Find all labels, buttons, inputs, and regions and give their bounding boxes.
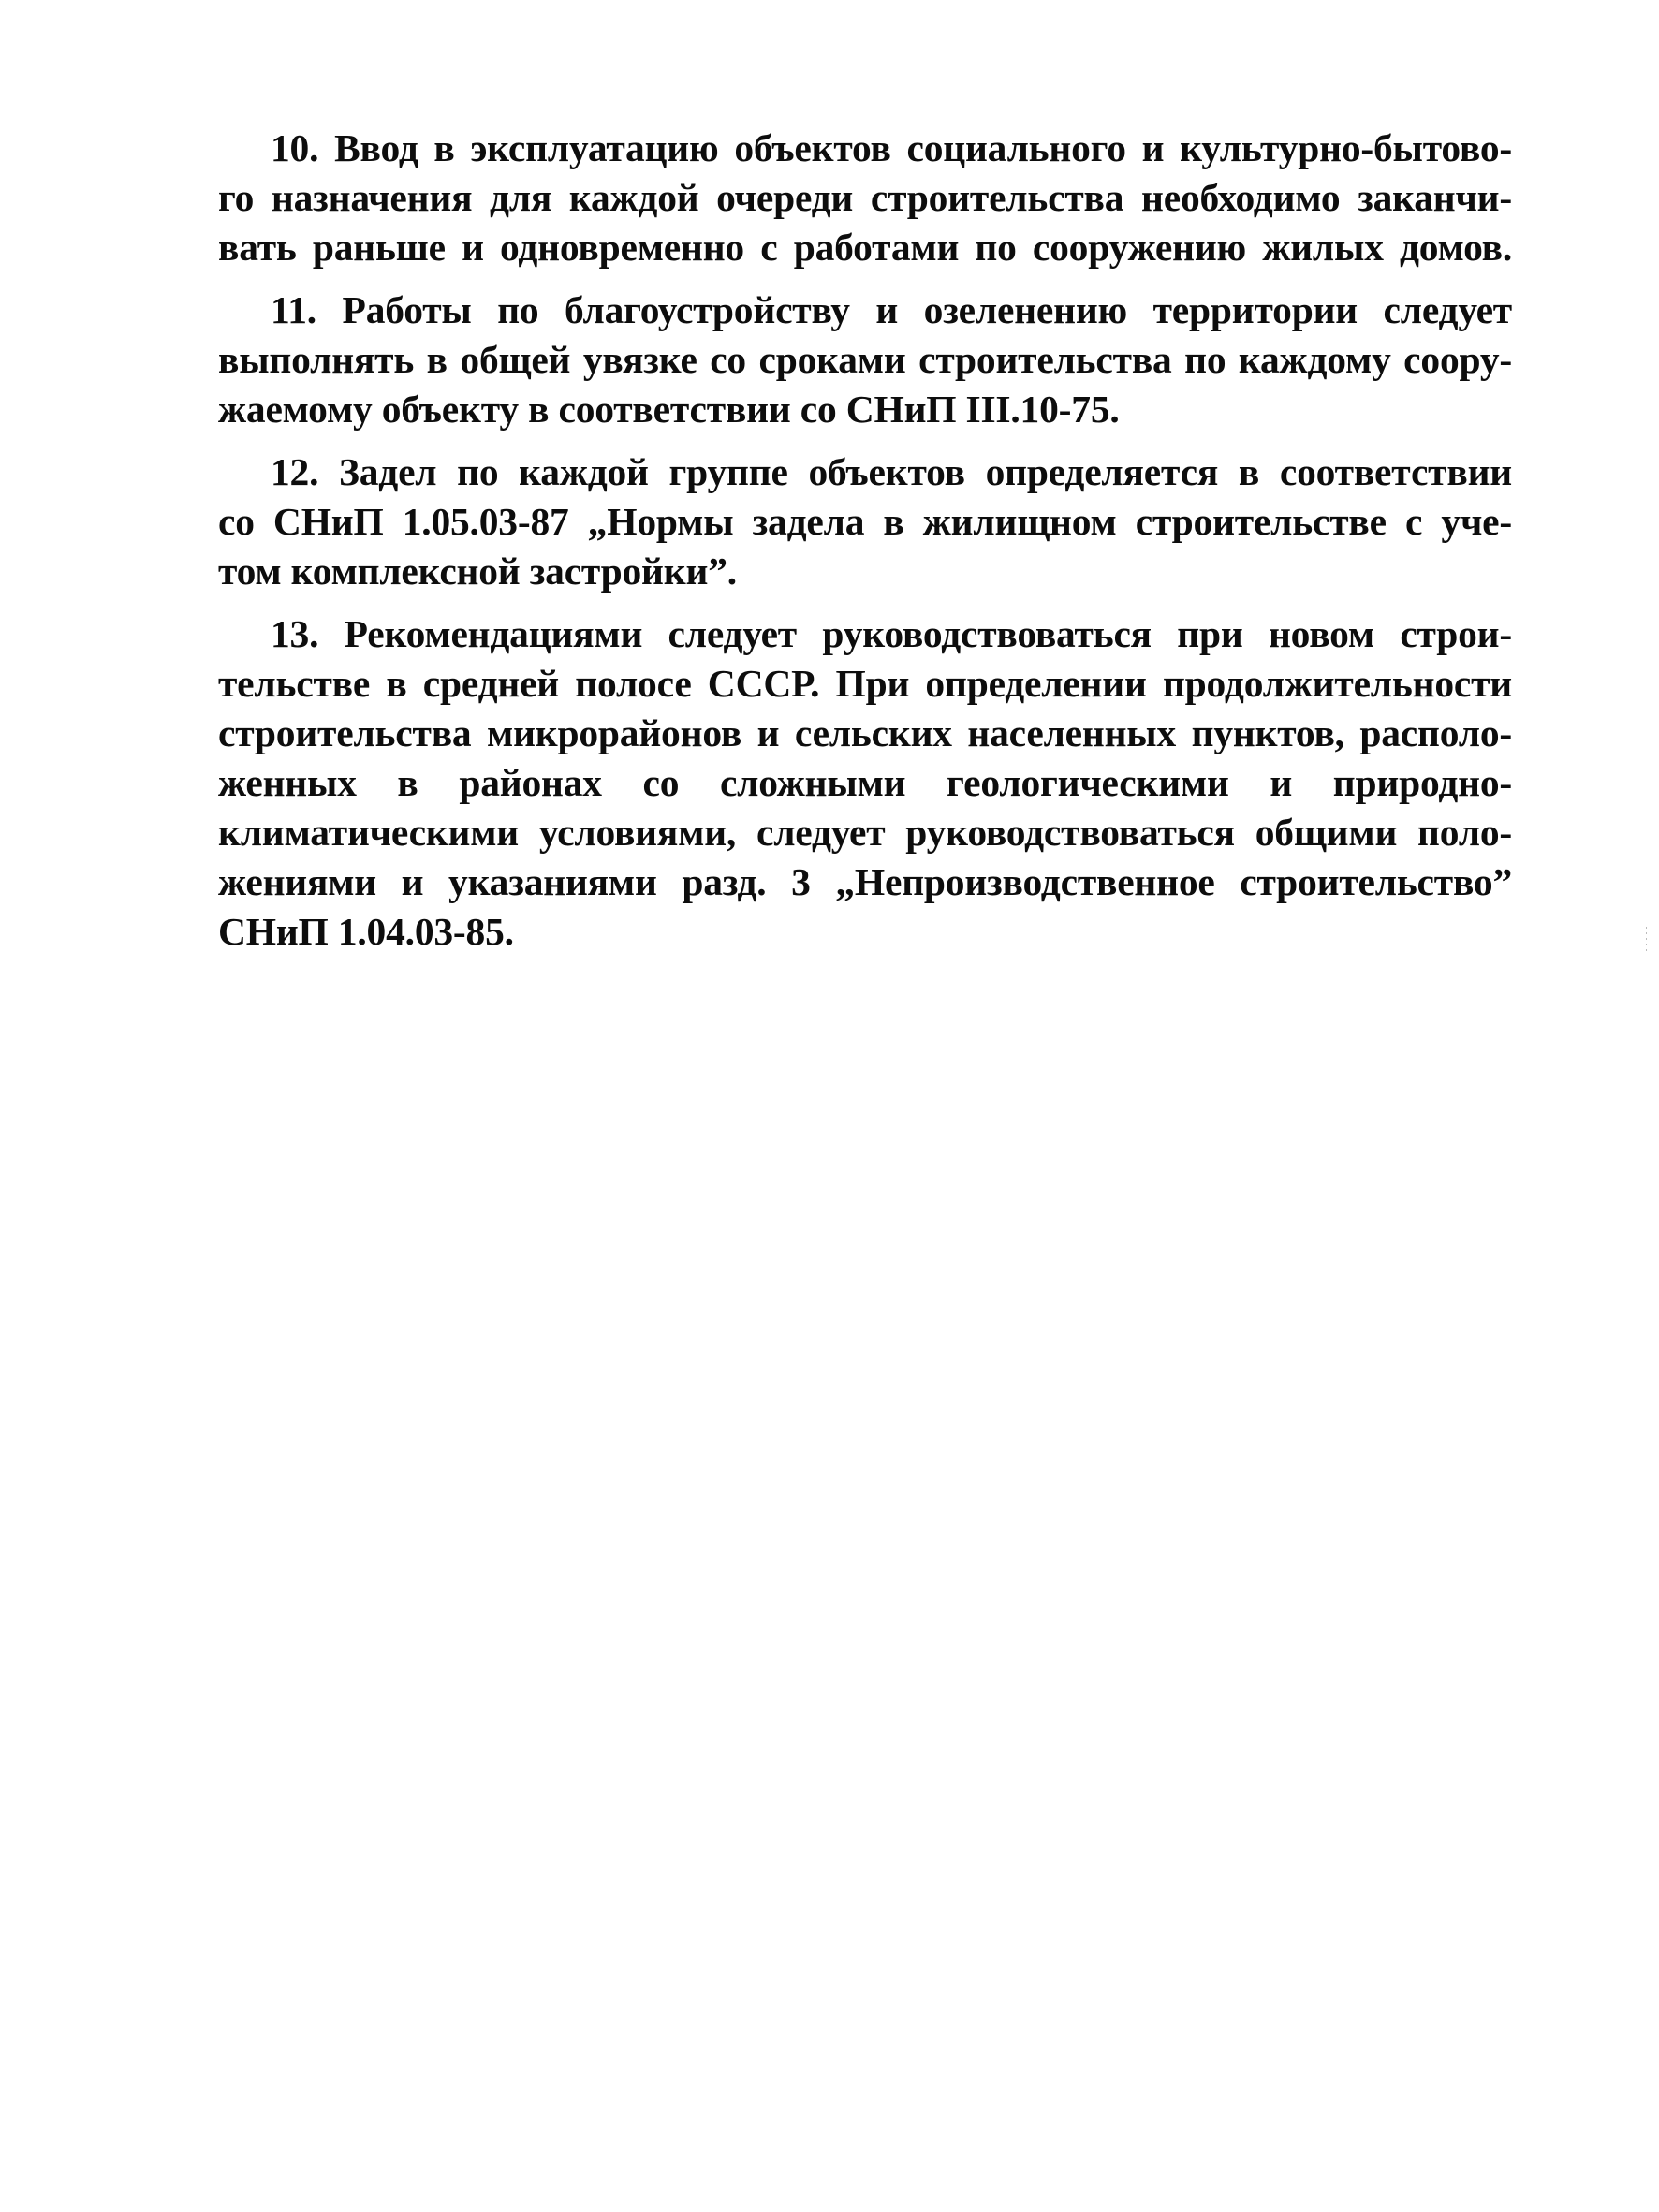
paragraph-line: 12. Задел по каждой группе объектов определяется в соответствии <box>271 450 1512 493</box>
paragraph-line: женных в районах со сложными геологическими и природно- <box>218 761 1512 804</box>
paragraph-line: жениями и указаниями разд. 3 „Непроизводственное строительство” <box>218 860 1512 903</box>
paragraph-12 <box>218 447 1512 596</box>
paragraph-13 <box>218 609 1512 957</box>
document-body <box>218 124 1512 970</box>
paragraph-line: со СНиП 1.05.03-87 „Нормы задела в жилищном строительстве с уче- <box>218 500 1512 543</box>
paragraph-line: тельстве в средней полосе СССР. При определении продолжительности <box>218 662 1512 705</box>
paragraph-line: том комплексной застройки”. <box>218 549 737 593</box>
paragraph-line: климатическими условиями, следует руководствоваться общими поло- <box>218 811 1512 854</box>
paragraph-line: СНиП 1.04.03-85. <box>218 910 514 953</box>
paragraph-line: 13. Рекомендациями следует руководствоваться при новом строи- <box>271 612 1512 655</box>
paragraph-line: выполнять в общей увязке со сроками строительства по каждому соору- <box>218 338 1512 381</box>
paragraph-line: строительства микрорайонов и сельских населенных пунктов, располо- <box>218 711 1512 754</box>
paragraph-line: вать раньше и одновременно с работами по сооружению жилых домов. <box>218 226 1512 269</box>
paragraph-line: го назначения для каждой очереди строительства необходимо заканчи- <box>218 176 1512 219</box>
paragraph-line: жаемому объекту в соответствии со СНиП III.10-75. <box>218 388 1120 431</box>
paragraph-10 <box>218 124 1512 272</box>
scan-artifact <box>1646 927 1647 951</box>
paragraph-line: 11. Работы по благоустройству и озеленению территории следует <box>271 288 1512 331</box>
paragraph-line: 10. Ввод в эксплуатацию объектов социального и культурно-бытово- <box>271 126 1512 169</box>
paragraph-11 <box>218 286 1512 434</box>
